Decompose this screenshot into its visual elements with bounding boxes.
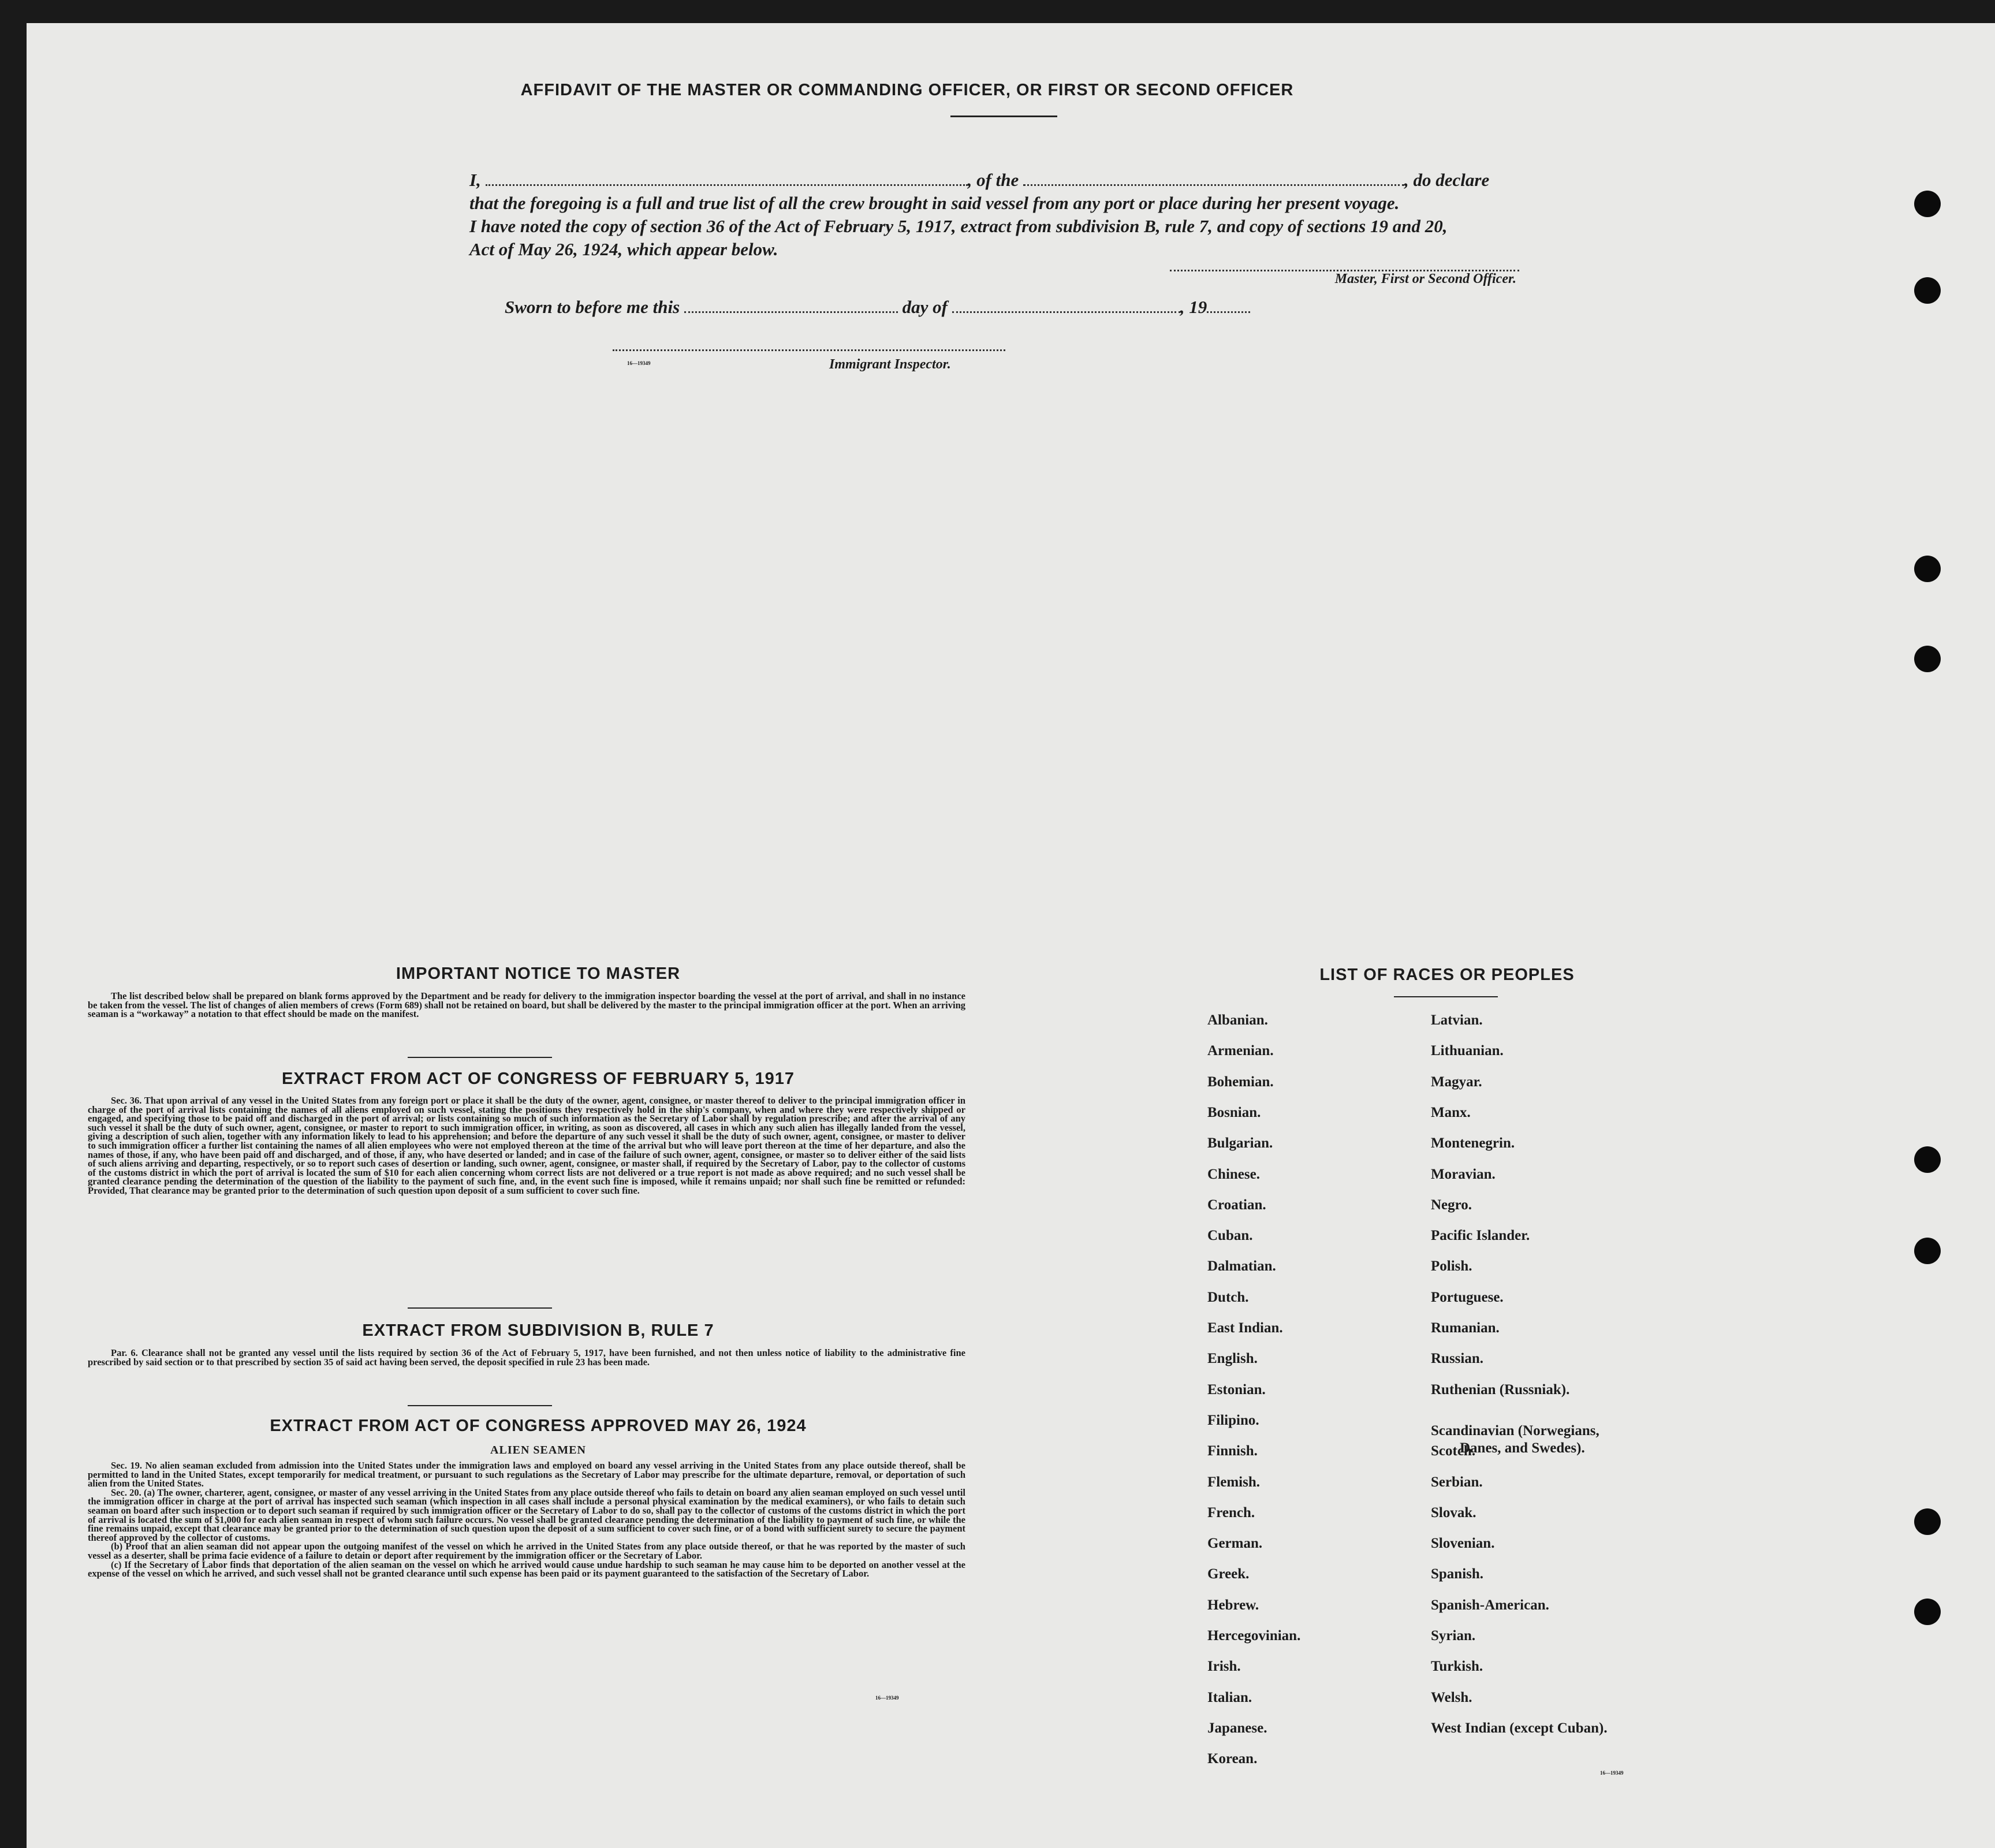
- race-item: Magyar.: [1431, 1074, 1482, 1090]
- race-item: Flemish.: [1207, 1474, 1260, 1490]
- race-item: West Indian (except Cuban).: [1431, 1720, 1608, 1736]
- race-item: Italian.: [1207, 1689, 1252, 1705]
- binder-hole: [1914, 646, 1941, 672]
- race-item: Albanian.: [1207, 1012, 1268, 1028]
- race-item: Scandinavian (Norwegians,: [1431, 1422, 1599, 1439]
- alien-seamen-subtitle: ALIEN SEAMEN: [490, 1444, 586, 1456]
- affidavit-title: AFFIDAVIT OF THE MASTER OR COMMANDING OFFICER, OR FIRST OR SECOND OFFICER: [520, 81, 1294, 99]
- race-item: Japanese.: [1207, 1720, 1267, 1736]
- officer-label: Master, First or Second Officer.: [1334, 271, 1516, 286]
- binder-hole: [1914, 277, 1941, 304]
- race-item: Turkish.: [1431, 1659, 1483, 1675]
- race-item: Russian.: [1431, 1351, 1484, 1367]
- binder-hole: [1914, 1146, 1941, 1173]
- par-6-paragraph: Par. 6. Clearance shall not be granted any vessel until the lists required by section 36 of the Act of February 5, 1917, have been furnished, and not then unless notice of liability to the administrative fine prescribed by said section or to that prescribed by section 35 of said act having been served, the deposit specified in rule 23 has been made.: [88, 1347, 965, 1368]
- race-item: Estonian.: [1207, 1381, 1266, 1398]
- race-item: Irish.: [1207, 1659, 1241, 1675]
- month-blank: [952, 311, 1180, 313]
- section-20a-paragraph: Sec. 20. (a) The owner, charterer, agent, consignee, or master of any vessel arriving in the United States from any place outside thereof who fails to detain on board any alien seaman employed on such vessel until the immigration officer in charge at the port of arrival has inspected such seaman (which inspection in all cases shall include a personal physical examination by the medical examiners), or who fails to detain such seaman on board after such inspection or to deport such seaman if required by such immigration officer or the Secretary of Labor to do so, shall pay to the collector of customs of the customs district in which the port of arrival is located the sum of $1,000 for each alien seaman in respect of whom such failure occurs. No vessel shall be granted clearance pending the determination of the liability to payment of such fine, or while the fine remains unpaid, except that clearance may be granted prior to the determination of such question upon the deposit of a sum sufficient to cover such fine, or of a bond with sufficient surety to secure the payment thereof approved by the collector of customs.: [88, 1486, 965, 1543]
- inspector-signature-line: [613, 349, 1005, 351]
- race-item: Welsh.: [1431, 1689, 1472, 1705]
- race-item: Chinese.: [1207, 1166, 1260, 1182]
- race-item: German.: [1207, 1536, 1263, 1552]
- extract-rule7-title: EXTRACT FROM SUBDIVISION B, RULE 7: [362, 1321, 714, 1340]
- race-item: French.: [1207, 1504, 1255, 1521]
- race-item: Pacific Islander.: [1431, 1228, 1530, 1244]
- race-item: Armenian.: [1207, 1043, 1274, 1059]
- races-rule: [1394, 996, 1498, 997]
- races-form-number: 16—19349: [1600, 1770, 1624, 1776]
- race-item: Serbian.: [1431, 1474, 1483, 1490]
- race-item: Rumanian.: [1431, 1320, 1500, 1336]
- section-36-paragraph: Sec. 36. That upon arrival of any vessel in the United States from any foreign port or place it shall be the duty of the owner, agent, consignee, or master thereof to deliver to the principal immigration officer in charge of the port of arrival lists containing the names of all aliens employed on such vessel, stating the positions they respectively hold in the ship's company, when and where they were respectively shipped or engaged, and specifying those to be paid off and discharged in the port of arrival; or lists containing so much of such information as the Secretary of Labor shall by regulation prescribe; and after the arrival of any such vessel it shall be the duty of such owner, agent, consignee, or master to report to such immigration officer, in writing, as soon as discovered, all cases in which any such alien has illegally landed from the vessel, giving a description of such alien, together with any information likely to lead to his apprehension; and before the departure of any such vessel it shall be the duty of such owner, agent, consignee, or master to deliver to such immigration officer a further list containing the names of all alien employees who were not employed thereon at the time of the arrival but who will leave port thereon at the time of her departure, and also the names of those, if any, who have been paid off and discharged, and of those, if any, who have deserted or landed; and in case of the failure of such owner, agent, consignee, or master so to deliver either of the said lists of such aliens arriving and departing, respectively, or so to report such cases of desertion or landing, such owner, agent, consignee, or master shall, if required by the Secretary of Labor, pay to the collector of customs of the customs district in which the port of arrival is located the sum of $10 for each alien concerning whom correct lists are not delivered or a true report is not made as above required; and no such vessel shall be granted clearance pending the determination of the question of the liability to the payment of such fine, and, in the event such fine is imposed, while it remains unpaid; nor shall such fine be remitted or refunded: Provided, That clearance may be granted prior to the determination of such question upon deposit of a sum sufficient to cover such fine.: [88, 1095, 965, 1196]
- race-item: Bohemian.: [1207, 1074, 1274, 1090]
- race-item: Bosnian.: [1207, 1104, 1261, 1120]
- binder-hole: [1914, 191, 1941, 217]
- race-item: Slovenian.: [1431, 1536, 1495, 1552]
- race-item: Manx.: [1431, 1104, 1471, 1120]
- race-item: Lithuanian.: [1431, 1043, 1504, 1059]
- day-blank: [684, 311, 898, 313]
- extract-1917-title: EXTRACT FROM ACT OF CONGRESS OF FEBRUARY 5, 1917: [281, 1070, 795, 1088]
- section-20c-paragraph: (c) If the Secretary of Labor finds that deportation of the alien seaman on the vessel on which he arrived would cause undue hardship to such seaman he may cause him to be deported on another vessel at the expense of the vessel on which he arrived, and such vessel shall not be granted clearance until such expense has been paid or its payment guaranteed to the satisfaction of the Secretary of Labor.: [88, 1559, 965, 1579]
- race-item: Hercegovinian.: [1207, 1628, 1301, 1644]
- race-item: Polish.: [1431, 1258, 1472, 1275]
- vessel-blank: [1023, 184, 1404, 186]
- sworn-line: [505, 296, 1371, 319]
- year-blank: [1207, 311, 1250, 313]
- race-item: Dalmatian.: [1207, 1258, 1276, 1275]
- affidavit-do-declare: , do declare: [1404, 170, 1490, 190]
- name-blank: [486, 184, 968, 186]
- affidavit-line-3: I have noted the copy of section 36 of the Act of February 5, 1917, extract from subdivision B, rule 7, and copy of sections 19 and 20,: [469, 216, 1448, 236]
- extract-rule7-rule: [408, 1405, 552, 1406]
- binder-hole: [1914, 1508, 1941, 1535]
- document-page: [27, 23, 1995, 1848]
- binder-hole: [1914, 556, 1941, 582]
- race-item: Spanish-American.: [1431, 1597, 1549, 1613]
- race-item: Spanish.: [1431, 1566, 1484, 1582]
- race-item: Portuguese.: [1431, 1289, 1504, 1305]
- extract-1924-text: [88, 1461, 965, 1578]
- inspector-label: Immigrant Inspector.: [829, 357, 951, 372]
- notice-title: IMPORTANT NOTICE TO MASTER: [396, 964, 681, 983]
- notice-paragraph: The list described below shall be prepared on blank forms approved by the Department and be ready for delivery to the immigration inspector boarding the vessel at the port of arrival, and shall in no instance be taken from the vessel. The list of changes of alien members of crews (Form 689) shall not be retained on board, but shall be delivered by the master to the principal immigration officer at the port. When an arriving seaman is a “workaway” a notation to that effect should be made on the manifest.: [88, 990, 965, 1020]
- race-item: Croatian.: [1207, 1197, 1266, 1213]
- race-item: Greek.: [1207, 1566, 1250, 1582]
- race-item: Moravian.: [1431, 1166, 1496, 1182]
- affidavit-i: I,: [469, 170, 481, 190]
- extract-1924-title: EXTRACT FROM ACT OF CONGRESS APPROVED MAY 26, 1924: [270, 1417, 807, 1435]
- race-item: Scotch.: [1431, 1443, 1476, 1459]
- affidavit-form-number: 16—19349: [627, 360, 651, 366]
- race-item: Dutch.: [1207, 1289, 1249, 1305]
- race-item: Korean.: [1207, 1751, 1258, 1767]
- race-item: Danes, and Swedes).: [1460, 1440, 1585, 1456]
- sworn-text: Sworn to before me this: [505, 297, 680, 317]
- section-20b-paragraph: (b) Proof that an alien seaman did not appear upon the outgoing manifest of the vessel on which he arrived in the United States from any place outside thereof, or that he was reported by the master of such vessel as a deserter, shall be prima facie evidence of a failure to detain or deport after requirement by the immigration officer or the Secretary of Labor.: [88, 1541, 965, 1561]
- affidavit-line-2: that the foregoing is a full and true list of all the crew brought in said vessel from any port or place during her present voyage.: [469, 193, 1400, 213]
- race-item: Slovak.: [1431, 1504, 1476, 1521]
- title-rule: [950, 116, 1057, 117]
- section-19-paragraph: Sec. 19. No alien seaman excluded from admission into the United States under the immigration laws and employed on board any vessel arriving in the United States from any place outside thereof, shall be permitted to land in the United States, except temporarily for medical treatment, or pursuant to such regulations as the Secretary of Labor may prescribe for the ultimate departure, removal, or deportation of such alien from the United States.: [88, 1460, 965, 1489]
- year-prefix: , 19: [1180, 297, 1207, 317]
- notice-rule: [408, 1057, 552, 1058]
- affidavit-of-the: , of the: [967, 170, 1019, 190]
- races-title: LIST OF RACES OR PEOPLES: [1319, 966, 1575, 984]
- extract-1917-text: [88, 1096, 965, 1195]
- race-item: Syrian.: [1431, 1628, 1476, 1644]
- race-item: English.: [1207, 1351, 1258, 1367]
- race-item: Latvian.: [1431, 1012, 1483, 1028]
- race-item: Cuban.: [1207, 1228, 1253, 1244]
- day-of-text: day of: [902, 297, 948, 317]
- race-item: Montenegrin.: [1431, 1135, 1515, 1152]
- affidavit-line-1: [469, 169, 1567, 192]
- race-item: East Indian.: [1207, 1320, 1283, 1336]
- extract-1917-rule: [408, 1307, 552, 1309]
- race-item: Bulgarian.: [1207, 1135, 1273, 1152]
- binder-hole: [1914, 1238, 1941, 1264]
- affidavit-line-4: Act of May 26, 1924, which appear below.: [469, 239, 778, 259]
- race-item: Hebrew.: [1207, 1597, 1259, 1613]
- notice-text: [88, 992, 965, 1019]
- race-item: Ruthenian (Russniak).: [1431, 1381, 1570, 1398]
- extract-form-number: 16—19349: [875, 1695, 899, 1701]
- binder-hole: [1914, 1599, 1941, 1625]
- extract-rule7-text: [88, 1348, 965, 1366]
- race-item: Finnish.: [1207, 1443, 1258, 1459]
- race-item: Filipino.: [1207, 1412, 1259, 1428]
- race-item: Negro.: [1431, 1197, 1472, 1213]
